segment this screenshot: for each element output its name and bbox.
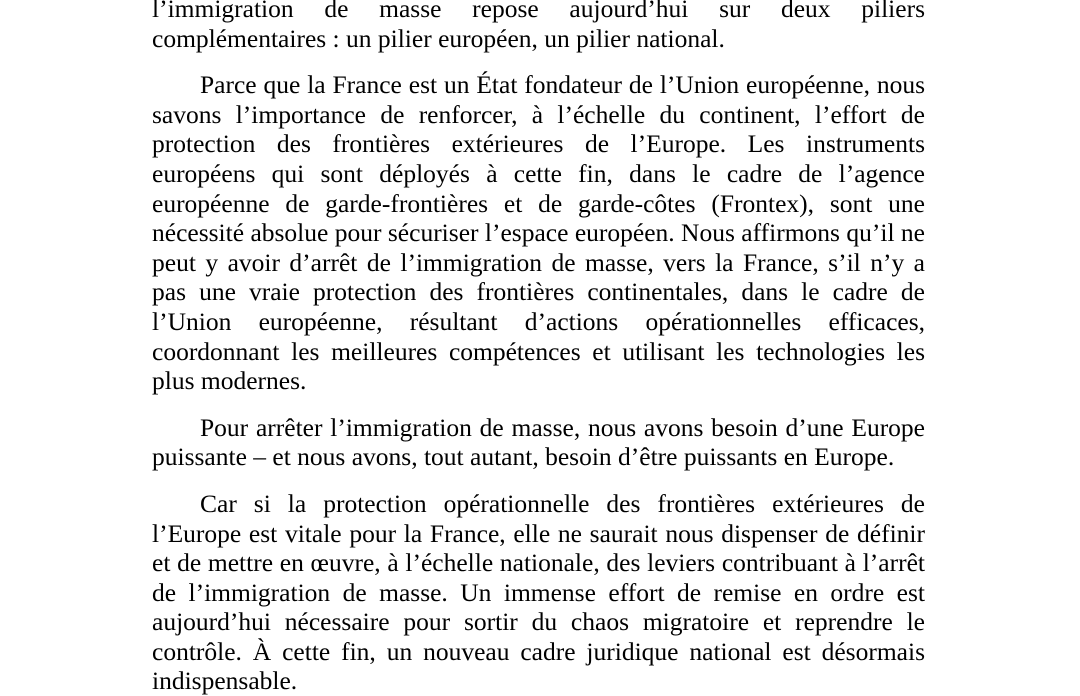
paragraph-continued: l’immigration de masse repose aujourd’hui sur deux piliers complémentaires : un pilier européen, un pilier national. [152,0,925,53]
paragraph-spacer [152,53,925,70]
paragraph-national-framework: Car si la protection opérationnelle des frontières extérieures de l’Europe est vitale pour la France, elle ne saurait nous dispenser de définir et de mettre en œuvre, à l’échelle nationale, des leviers contribuant à l’arrêt de l’immigration de masse. Un immense effort de remise en ordre est aujourd’hui nécessaire pour sortir du chaos migratoire et reprendre le contrôle. À cette fin, un nouveau cadre juridique national est désormais indispensable. [152,488,925,696]
document-body [152,0,925,696]
paragraph-spacer [152,396,925,413]
paragraph-powerful-europe: Pour arrêter l’immigration de masse, nous avons besoin d’une Europe puissante – et nous avons, tout autant, besoin d’être puissants en Europe. [152,412,925,472]
paragraph-european-pillar: Parce que la France est un État fondateur de l’Union européenne, nous savons l’importance de renforcer, à l’échelle du continent, l’effort de protection des frontières extérieures de l’Europe. Les instruments européens qui sont déployés à cette fin, dans le cadre de l’agence européenne de garde-frontières et de garde-côtes (Frontex), sont une nécessité absolue pour sécuriser l’espace européen. Nous affirmons qu’il ne peut y avoir d’arrêt de l’immigration de masse, vers la France, s’il n’y a pas une vraie protection des frontières continentales, dans le cadre de l’Union européenne, résultant d’actions opérationnelles efficaces, coordonnant les meilleures compétences et utilisant les technologies les plus modernes. [152,70,925,396]
paragraph-spacer [152,472,925,489]
